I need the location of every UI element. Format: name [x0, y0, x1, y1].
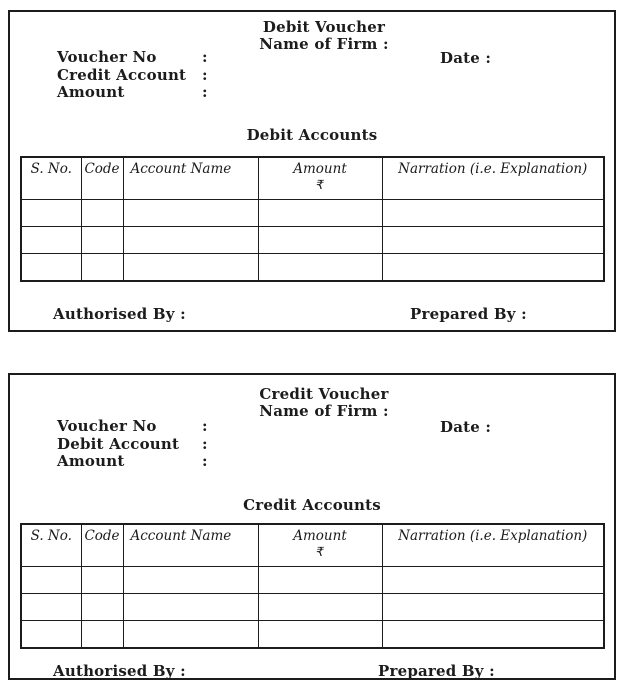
date-label: Date : [440, 49, 492, 67]
cell-amount [258, 594, 382, 621]
prepared-by-label: Prepared By : [378, 662, 495, 680]
section-title: Debit Accounts [246, 126, 378, 144]
cell-narration [382, 227, 604, 254]
prepared-by-label: Prepared By : [410, 305, 527, 323]
table-row [21, 254, 604, 282]
col-header-narration: Narration (i.e. Explanation) [382, 157, 604, 200]
table-header-row [21, 157, 604, 200]
cell-code [81, 254, 123, 282]
cell-narration [382, 567, 604, 594]
voucher-title: Credit Voucher [259, 385, 389, 403]
cell-account-name [123, 621, 258, 649]
cell-account-name [123, 227, 258, 254]
table-row [21, 594, 604, 621]
field-voucher-no [57, 418, 208, 436]
table-header-row [21, 524, 604, 567]
cell-narration [382, 200, 604, 227]
cell-sno [21, 594, 81, 621]
col-header-sno: S. No. [21, 157, 81, 200]
debit-voucher-form [8, 10, 616, 332]
field-debit-account [57, 436, 208, 454]
cell-amount [258, 254, 382, 282]
table-row [21, 227, 604, 254]
field-voucher-no-colon: : [202, 48, 208, 66]
col-header-sno: S. No. [21, 524, 81, 567]
voucher-header [22, 386, 624, 420]
col-header-account-name: Account Name [123, 524, 258, 567]
field-voucher-no-colon: : [202, 417, 208, 435]
col-header-amount [258, 524, 382, 567]
col-header-code: Code [81, 524, 123, 567]
field-debit-account-label: Debit Account [57, 434, 180, 453]
cell-sno [21, 567, 81, 594]
firm-name-label: Name of Firm : [259, 402, 389, 420]
cell-sno [21, 227, 81, 254]
cell-amount [258, 200, 382, 227]
cell-account-name [123, 594, 258, 621]
field-voucher-no-label: Voucher No [57, 48, 157, 66]
cell-amount [258, 621, 382, 649]
table-row [21, 200, 604, 227]
section-title: Credit Accounts [243, 496, 381, 514]
col-header-amount-word: Amount [293, 528, 347, 544]
authorised-by-label: Authorised By : [53, 305, 186, 323]
cell-account-name [123, 200, 258, 227]
field-credit-account-colon: : [202, 65, 208, 84]
field-credit-account-label: Credit Account [57, 65, 187, 84]
cell-code [81, 594, 123, 621]
col-header-amount [258, 157, 382, 200]
field-voucher-no [57, 49, 208, 67]
field-debit-account-colon: : [202, 434, 208, 453]
cell-amount [258, 227, 382, 254]
date-label: Date : [440, 418, 492, 436]
cell-narration [382, 254, 604, 282]
field-credit-account [57, 67, 208, 85]
firm-name-label: Name of Firm : [259, 35, 389, 53]
rupee-symbol: ₹ [316, 177, 324, 192]
cell-code [81, 227, 123, 254]
cell-code [81, 621, 123, 649]
field-amount-colon: : [202, 83, 208, 101]
field-amount-colon: : [202, 452, 208, 470]
credit-accounts-table [20, 523, 605, 649]
field-amount [57, 84, 208, 102]
field-voucher-no-label: Voucher No [57, 417, 157, 435]
rupee-symbol: ₹ [316, 544, 324, 559]
cell-account-name [123, 567, 258, 594]
cell-sno [21, 254, 81, 282]
col-header-narration: Narration (i.e. Explanation) [382, 524, 604, 567]
cell-code [81, 567, 123, 594]
cell-amount [258, 567, 382, 594]
table-row [21, 567, 604, 594]
cell-code [81, 200, 123, 227]
cell-account-name [123, 254, 258, 282]
field-amount-label: Amount [57, 83, 125, 101]
cell-narration [382, 594, 604, 621]
cell-narration [382, 621, 604, 649]
table-row [21, 621, 604, 649]
credit-voucher-form [8, 373, 616, 680]
authorised-by-label: Authorised By : [53, 662, 186, 680]
voucher-title: Debit Voucher [262, 18, 386, 36]
col-header-code: Code [81, 157, 123, 200]
debit-accounts-table [20, 156, 605, 282]
col-header-account-name: Account Name [123, 157, 258, 200]
col-header-amount-word: Amount [293, 161, 347, 177]
field-amount [57, 453, 208, 471]
voucher-meta-fields [57, 49, 208, 102]
voucher-meta-fields [57, 418, 208, 471]
field-amount-label: Amount [57, 452, 125, 470]
cell-sno [21, 200, 81, 227]
cell-sno [21, 621, 81, 649]
